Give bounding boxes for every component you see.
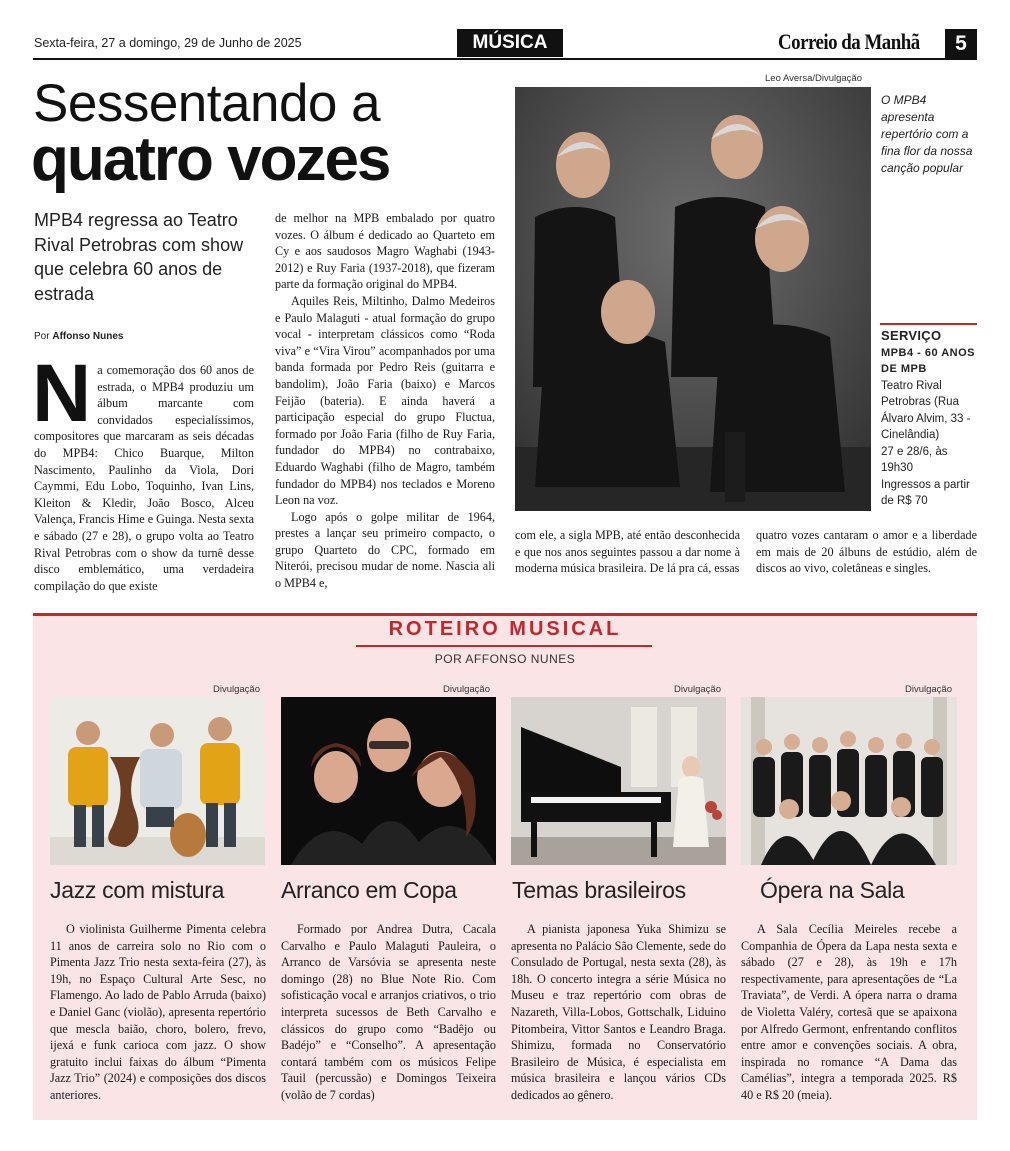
roteiro-heading-rule [356,645,652,647]
article-column-3: com ele, a sigla MPB, até então desconhecida e que nos anos seguintes passou a dar nome à moderna música brasileira. De lá pra cá, essas [515,528,740,576]
headline-line1: Sessentando a [33,74,381,133]
section-label [457,29,563,57]
article-column-4: quatro vozes cantaram o amor e a liberdade em mais de 20 álbuns de estúdio, além de discos ao vivo, coletâneas e singles. [756,528,977,576]
servico-details: Teatro Rival Petrobras (Rua Álvaro Alvim, 33 - Cinelândia) [881,379,971,441]
article-column-1 [32,348,254,594]
photo-credit: Leo Aversa/Divulgação [765,73,862,84]
article-col1-text: a comemoração dos 60 anos de estrada, o MPB4 produziu um álbum marcante com convidados especialíssimos, compositores que marcaram as seis décadas do MPB4: Chico Buarque, Milton Nascimento, Paulinho da Viola, Dori Caymmi, Edu Lobo, Toquinho, Ivan Lins, Kleiton & Kledir, João Bosco, Alceu Valença, Francis Hime e Guinga. Nesta sexta e sábado (27 e 28), o grupo volta ao Teatro Rival Petrobras com o show da turnê desse disco emblemático, uma verdadeira compilação do que existe [34,363,254,593]
roteiro-3-title: Temas brasileiros [512,877,686,903]
header-date: Sexta-feira, 27 a domingo, 29 de Junho de 2025 [34,36,302,50]
servico-box [881,328,979,510]
roteiro-2-title: Arranco em Copa [281,877,457,903]
roteiro-4-credit: Divulgação [905,684,952,695]
servico-rule [880,323,977,325]
roteiro-2-photo [281,697,496,865]
roteiro-1-body: O violinista Guilherme Pimenta celebra 11 anos de carreira solo no Rio com o Pimenta Jazz Trio nesta sexta-feira (27), às 19h, no Espaço Cultural Arte Sesc, no Flamengo. Ao lado de Pablo Arruda (baixo) e Daniel Ganc (violão), apresenta repertório que mescla baião, choro, bolero, frevo, ijexá e funk carioca com jazz. O show gratuito inclui faixas do álbum “Pimenta Jazz Trio” (2024) e composições dos discos anteriores. [50,922,266,1102]
article-col2-p1: de melhor na MPB embalado por quatro vozes. O álbum é dedicado ao Quarteto em Cy e aos saudosos Magro Waghabi (1943-2012) e Ruy Faria (1937-2018), que fizeram parte da formação original do MPB4. [275,211,495,292]
roteiro-1-credit: Divulgação [213,684,260,695]
section-label-text: MÚSICA [472,32,548,53]
page-number [945,29,977,58]
header-rule [33,58,977,60]
photo-caption: O MPB4 apresenta repertório com a fina flor da nossa canção popular [881,93,973,175]
roteiro-heading: ROTEIRO MUSICAL [388,618,622,640]
roteiro-4-title: Ópera na Sala [760,877,905,903]
roteiro-1-photo [50,697,265,865]
roteiro-1-title: Jazz com mistura [50,877,225,903]
dropcap: N [32,348,92,439]
roteiro-2-body: Formado por Andrea Dutra, Cacala Carvalho e Paulo Malaguti Pauleira, o Arranco de Varsóvia se apresenta neste domingo (28) no Blue Note Rio. Com sofisticação vocal e arranjos criativos, o trio interpreta sucessos de Beth Carvalho e clássicos do grupo como “Badêjo ou Badéjo” e “Conselho”. A apresentação contará também com os músicos Felipe Tauil (percussão) e Domingos Teixeira (volão de 7 cordas) [281,922,496,1102]
byline-author: Affonso Nunes [52,331,124,342]
byline-prefix: Por [34,331,50,342]
roteiro-2-credit: Divulgação [443,684,490,695]
byline [34,331,123,342]
headline-line2: quatro vozes [31,125,390,194]
roteiro-4-text [741,921,957,1104]
roteiro-4-body: A Sala Cecília Meireles recebe a Companhia de Ópera da Lapa nesta sexta e sábado (27 e 28), às 19h e 17h respectivamente, para apresentações de “La Traviata”, de Verdi. A ópera narra o drama de Violetta Valéry, cortesã que se apaixona por Alfredo Germont, enfrentando conflitos entre amor e convenções sociais. A obra, inspirada no romance “A Dama das Camélias”, integra a temporada 2025. R$ 40 e R$ 20 (meia). [741,922,957,1102]
roteiro-3-photo [511,697,726,865]
roteiro-byline: POR AFFONSO NUNES [434,652,576,666]
servico-dates: 27 e 28/6, às 19h30 [881,445,948,474]
article-col2-p2: Aquiles Reis, Miltinho, Dalmo Medeiros e Paulo Malaguti - atual formação do grupo vocal - interpretam clássicos como “Roda viva” e “Vira Virou” acompanhados por uma banda formada por Pedro Reis (guitarra e bandolim), João Faria (baixo) e Marcos Feijão (bateria). E ainda haverá a participação especial do grupo Fluctua, formado por João Faria (filho de Ruy Faria, fundador do MPB4) no contrabaixo, Eduardo Waghabi (filho de Magro, também fundador do MPB4) nos teclados e Moreno Leon na voz. [275,293,495,508]
roteiro-1-text [50,921,266,1104]
servico-heading: SERVIÇO [881,328,942,343]
article-column-2 [275,210,495,592]
roteiro-3-body: A pianista japonesa Yuka Shimizu se apresenta no Palácio São Clemente, sede do Consulado de Portugal, nesta sexta (28), às 18h. O concerto integra a série Música no Museu e traz repertório com obras de Nazareth, Villa-Lobos, Gottschalk, Liduino Pitombeira, Vittor Santos e Leandro Braga. Shimizu, formada no Conservatório Brasileiro de Música, é especialista em música brasileira e lançou vários CDs dedicados ao gênero. [511,922,726,1102]
servico-title: MPB4 - 60 ANOS DE MPB [881,346,976,375]
roteiro-4-photo [741,697,957,865]
mpb4-photo [515,87,871,511]
article-col2-p3: Logo após o golpe militar de 1964, prestes a lançar seu primeiro compacto, o grupo Quarteto do CPC, formado em Niterói, precisou mudar de nome. Nascia ali o MPB4 e, [275,509,495,591]
subtitle: MPB4 regressa ao Teatro Rival Petrobras com show que celebra 60 anos de estrada [34,210,244,304]
page-number-text: 5 [955,32,967,55]
servico-prices: Ingressos a partir de R$ 70 [881,478,970,507]
roteiro-2-text [281,921,496,1104]
brand-logo: Correio da Manhã [778,29,920,54]
roteiro-3-credit: Divulgação [674,684,721,695]
roteiro-3-text [511,921,726,1104]
